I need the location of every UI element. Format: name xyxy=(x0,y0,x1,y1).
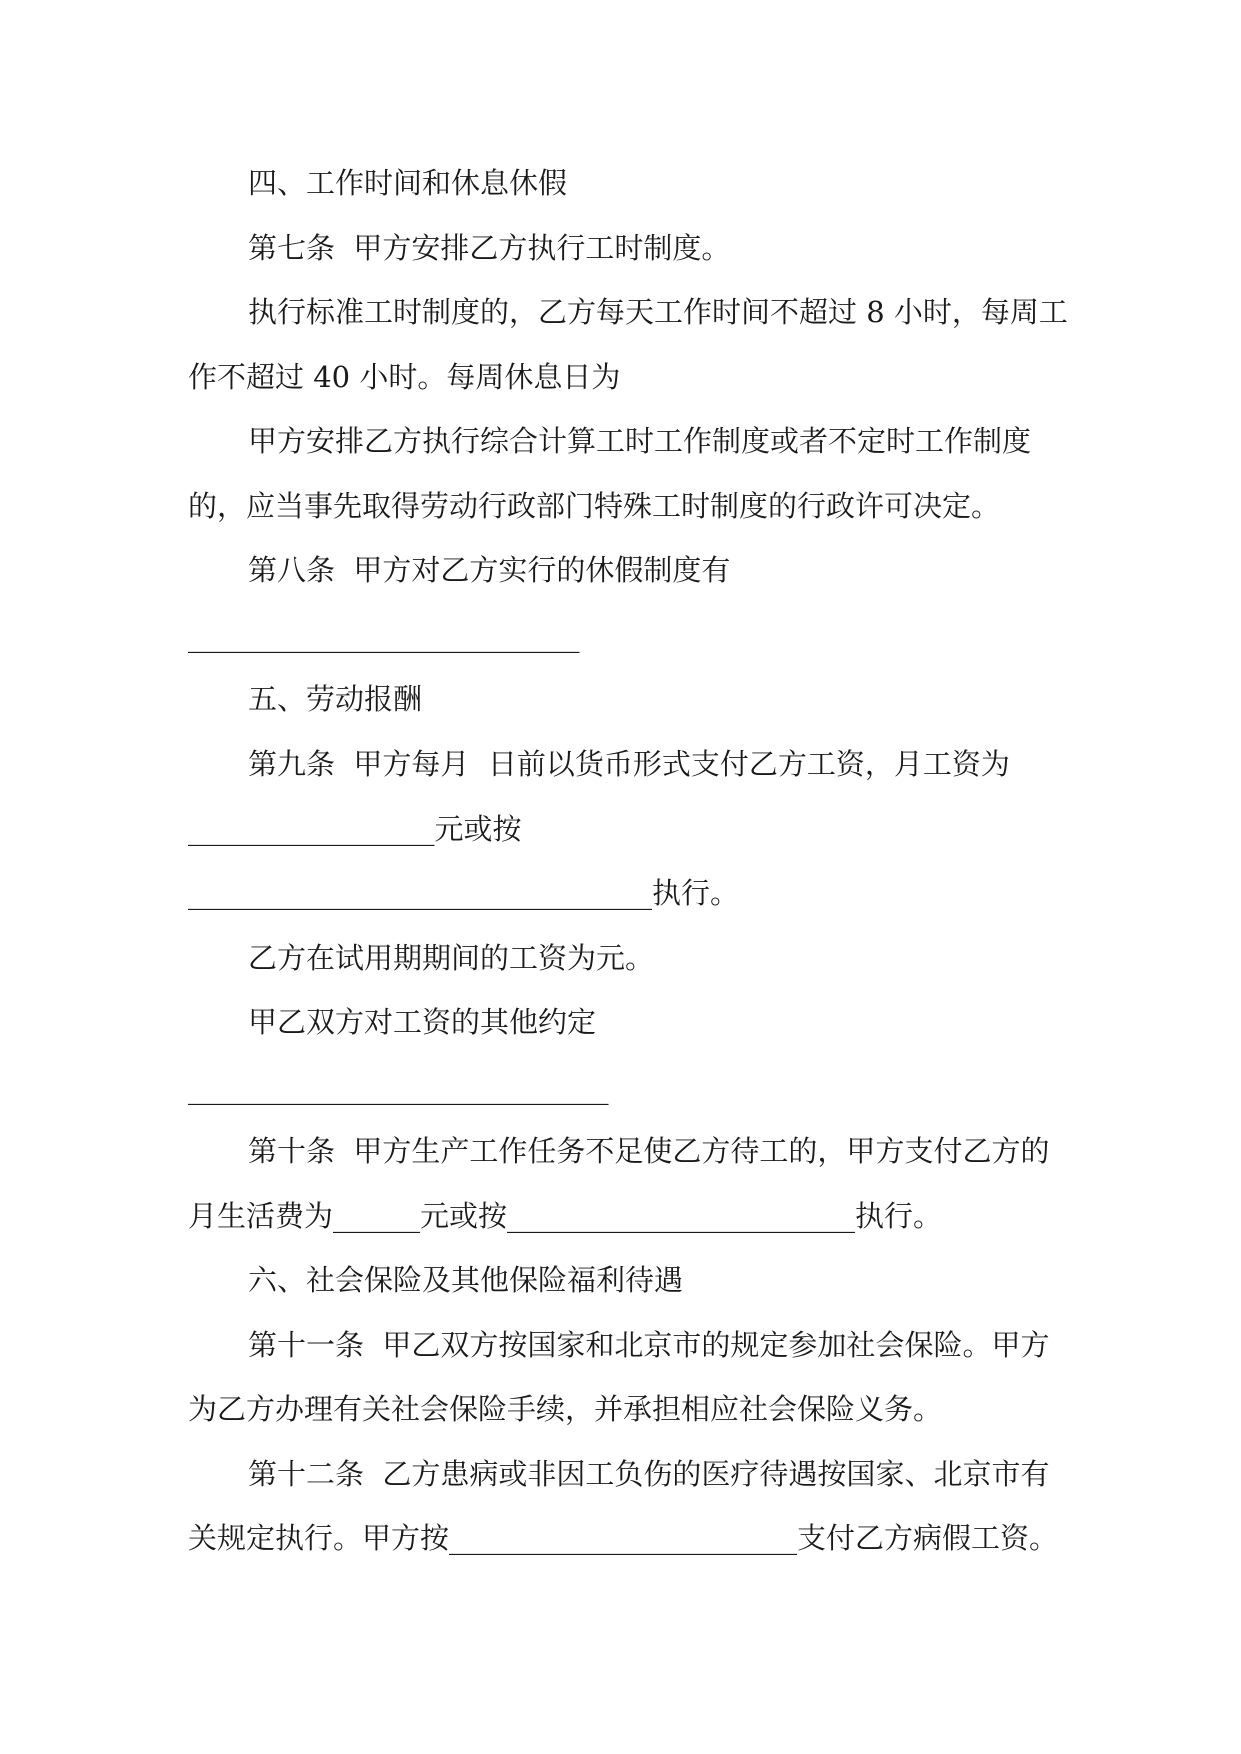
article-10-cont: 月生活费为______元或按________________________执行。 xyxy=(188,1199,943,1233)
article-10: 第十条 甲方生产工作任务不足使乙方待工的，甲方支付乙方的 xyxy=(248,1134,1050,1168)
article-11-cont: 为乙方办理有关社会保险手续，并承担相应社会保险义务。 xyxy=(188,1392,943,1426)
paragraph-probation-salary: 乙方在试用期期间的工资为元。 xyxy=(248,941,655,975)
article-7: 第七条 甲方安排乙方执行工时制度。 xyxy=(248,231,731,265)
article-9: 第九条 甲方每月 日前以货币形式支付乙方工资，月工资为 xyxy=(248,747,1010,781)
section-heading-social-insurance: 六、社会保险及其他保险福利待遇 xyxy=(248,1263,684,1297)
article-12-cont: 关规定执行。甲方按________________________支付乙方病假工资。 xyxy=(188,1521,1059,1555)
article-12: 第十二条 乙方患病或非因工负伤的医疗待遇按国家、北京市有 xyxy=(248,1457,1050,1491)
paragraph-comprehensive-hours: 甲方安排乙方执行综合计算工时工作制度或者不定时工作制度 xyxy=(248,424,1032,458)
section-heading-remuneration: 五、劳动报酬 xyxy=(248,682,423,716)
article-11: 第十一条 甲乙双方按国家和北京市的规定参加社会保险。甲方 xyxy=(248,1328,1050,1362)
paragraph-standard-hours: 执行标准工时制度的，乙方每天工作时间不超过 8 小时，每周工 xyxy=(248,295,1068,329)
blank-line-salary-basis: ________________________________执行。 xyxy=(188,876,740,910)
blank-line-other-terms: _____________________________ xyxy=(188,1071,609,1105)
paragraph-comprehensive-hours-cont: 的，应当事先取得劳动行政部门特殊工时制度的行政许可决定。 xyxy=(188,489,1001,523)
section-heading-work-hours: 四、工作时间和休息休假 xyxy=(248,166,568,200)
paragraph-standard-hours-cont: 作不超过 40 小时。每周休息日为 xyxy=(188,360,621,394)
blank-line-salary: _________________元或按 xyxy=(188,812,522,846)
paragraph-other-salary-terms: 甲乙双方对工资的其他约定 xyxy=(248,1005,597,1039)
blank-line-leave: ___________________________ xyxy=(188,619,580,653)
article-8: 第八条 甲方对乙方实行的休假制度有 xyxy=(248,553,731,587)
